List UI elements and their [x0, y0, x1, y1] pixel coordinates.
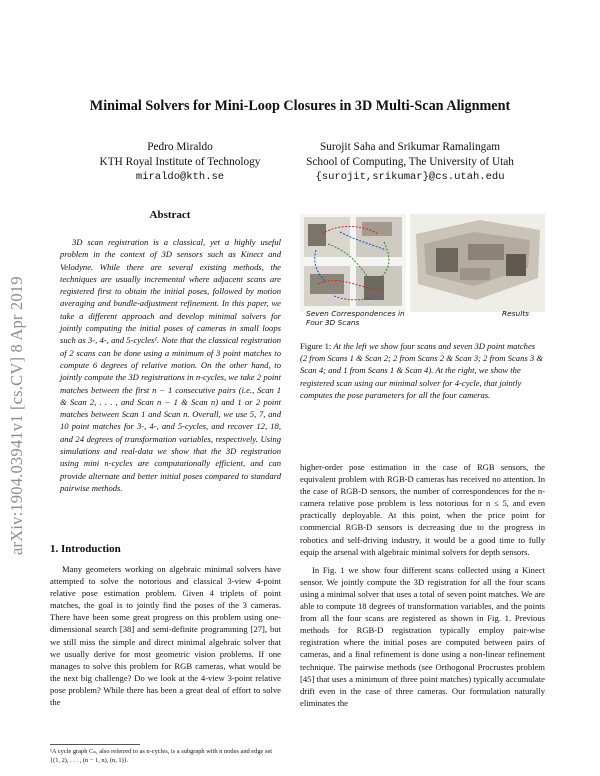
author-affiliation: KTH Royal Institute of Technology: [99, 156, 261, 168]
intro-text: Many geometers working on algebraic minimal solvers have attempted to solve the notorious and classical 3-view 4-point relative pose estimation problem. Given 4 triplets of point matches, the goal is to jointly find the poses of the 3 cameras. There have been some great progress on this problem using one-dimensional search [38] and semi-definite programming [27], but we still miss the simple and direct minimal algebraic solver that we usually derive for most geometric vision problems. If one manages to solve this problem for RGB cameras, what would be the next big challenge? Do we look at the 4-view 3-point relative pose problem? While there has been a great deal of effort to solve the: [50, 564, 281, 708]
author-block-2: [285, 140, 535, 185]
abstract-text: 3D scan registration is a classical, yet a highly useful problem in the context of 3D sensors such as Kinect and Velodyne. While there are several existing methods, the techniques are usually incremental where adjacent scans are registered first to obtain the initial poses, followed by motion averaging and bundle-adjustment refinement. In this paper, we take a different approach and develop minimal solvers for jointly computing the initial poses of cameras in small loops such as 3-, 4-, and 5-cycles¹. Note that the classical registration of 2 scans can be done using a minimum of 3 point matches to compute 6 degrees of relative motion. On the other hand, to jointly compute the 3D registrations in n-cycles, we take 2 point matches between the first n − 1 consecutive pairs (i.e., Scan 1 & Scan 2, . . . , and Scan n − 1 & Scan n) and 1 or 2 point matches between Scan 1 and Scan n. Overall, we use 5, 7, and 10 point matches for 3-, 4-, and 5-cycles, and recover 12, 18, and 24 degrees of transformation variables, respectively. Using simulations and real-data we show that the 3D registration using mini n-cycles are computationally efficient, and can provide alternate and better initial poses compared to standard pairwise methods.: [60, 237, 281, 493]
caption-text: At the left we show four scans and seven 3D point matches (2 from Scans 1 & Scan 2; 2 from Scans 2 & Scan 3; 2 from Scans 3 & Scan 4; and 1 from Scans 1 & Scan 4). At the right, we show the registered scan using our minimal solver for 4-cycle, that jointly computes the pose parameters for all the four cameras.: [300, 341, 543, 400]
caption-prefix: Figure 1:: [300, 341, 334, 351]
author-email[interactable]: miraldo@kth.se: [135, 171, 225, 183]
arxiv-stamp[interactable]: arXiv:1904.03941v1 [cs.CV] 8 Apr 2019: [7, 276, 26, 555]
figure-caption: [300, 340, 544, 401]
paper-title: Minimal Solvers for Mini-Loop Closures in 3D Multi-Scan Alignment: [89, 98, 511, 114]
paragraph: higher-order pose estimation in the case of RGB sensors, the equivalent problem with RGB-D cameras has received no attention. In the case of RGB-D sensors, the number of correspondences for the n-camera relative pose problem is less notorious for n ≤ 5, and even practically deployable. At this point, when the price point for commercial RGB-D sensors is decreasing due to the progress in robotics and self-driving industry, it would be a good time to fully equip the arsenal with algebraic minimal solvers for depth sensors.: [300, 462, 545, 557]
footnote-rule: [50, 744, 140, 745]
footnote: ¹A cycle graph Cₙ, also referred to as n-cycles, is a subgraph with n nodes and edge set {(1, 2), . . . , (n − 1, n), (n, 1)}.: [50, 748, 273, 764]
author-affiliation: School of Computing, The University of Utah: [306, 156, 514, 168]
four-scans-image: [300, 214, 406, 312]
paragraph: In Fig. 1 we show four different scans collected using a Kinect sensor. We jointly compute the 3D registration for all the four scans using a minimal solver that uses a total of seven point matches. We are able to compute 18 degrees of transformation variables, and the points from all the four scans are registered as shown in Fig. 1. Previous methods for RGB-D registration typically employ pair-wise registration where the initial poses are computed between pairs of cameras, and a final refinement is done using a non-linear refinement technique. The pairwise methods (see Orthogonal Procrustes problem [45] that uses a minimum of three point matches) typically accumulate drift even in the case of three cameras. Our formulation naturally eliminates the: [300, 564, 545, 708]
author-email[interactable]: {surojit,srikumar}@cs.utah.edu: [315, 171, 505, 183]
author-name: Surojit Saha and Srikumar Ramalingam: [319, 141, 501, 153]
author-name: Pedro Miraldo: [147, 141, 213, 153]
registered-scan-image: [410, 214, 545, 312]
right-column-text: [300, 461, 545, 715]
figure-right-label: Results: [502, 309, 530, 318]
abstract-heading: Abstract: [149, 209, 191, 221]
intro-heading: 1. Introduction: [50, 543, 121, 555]
figure-left-label: Seven Correspondences in Four 3D Scans: [306, 309, 405, 327]
author-block-1: [80, 140, 280, 185]
